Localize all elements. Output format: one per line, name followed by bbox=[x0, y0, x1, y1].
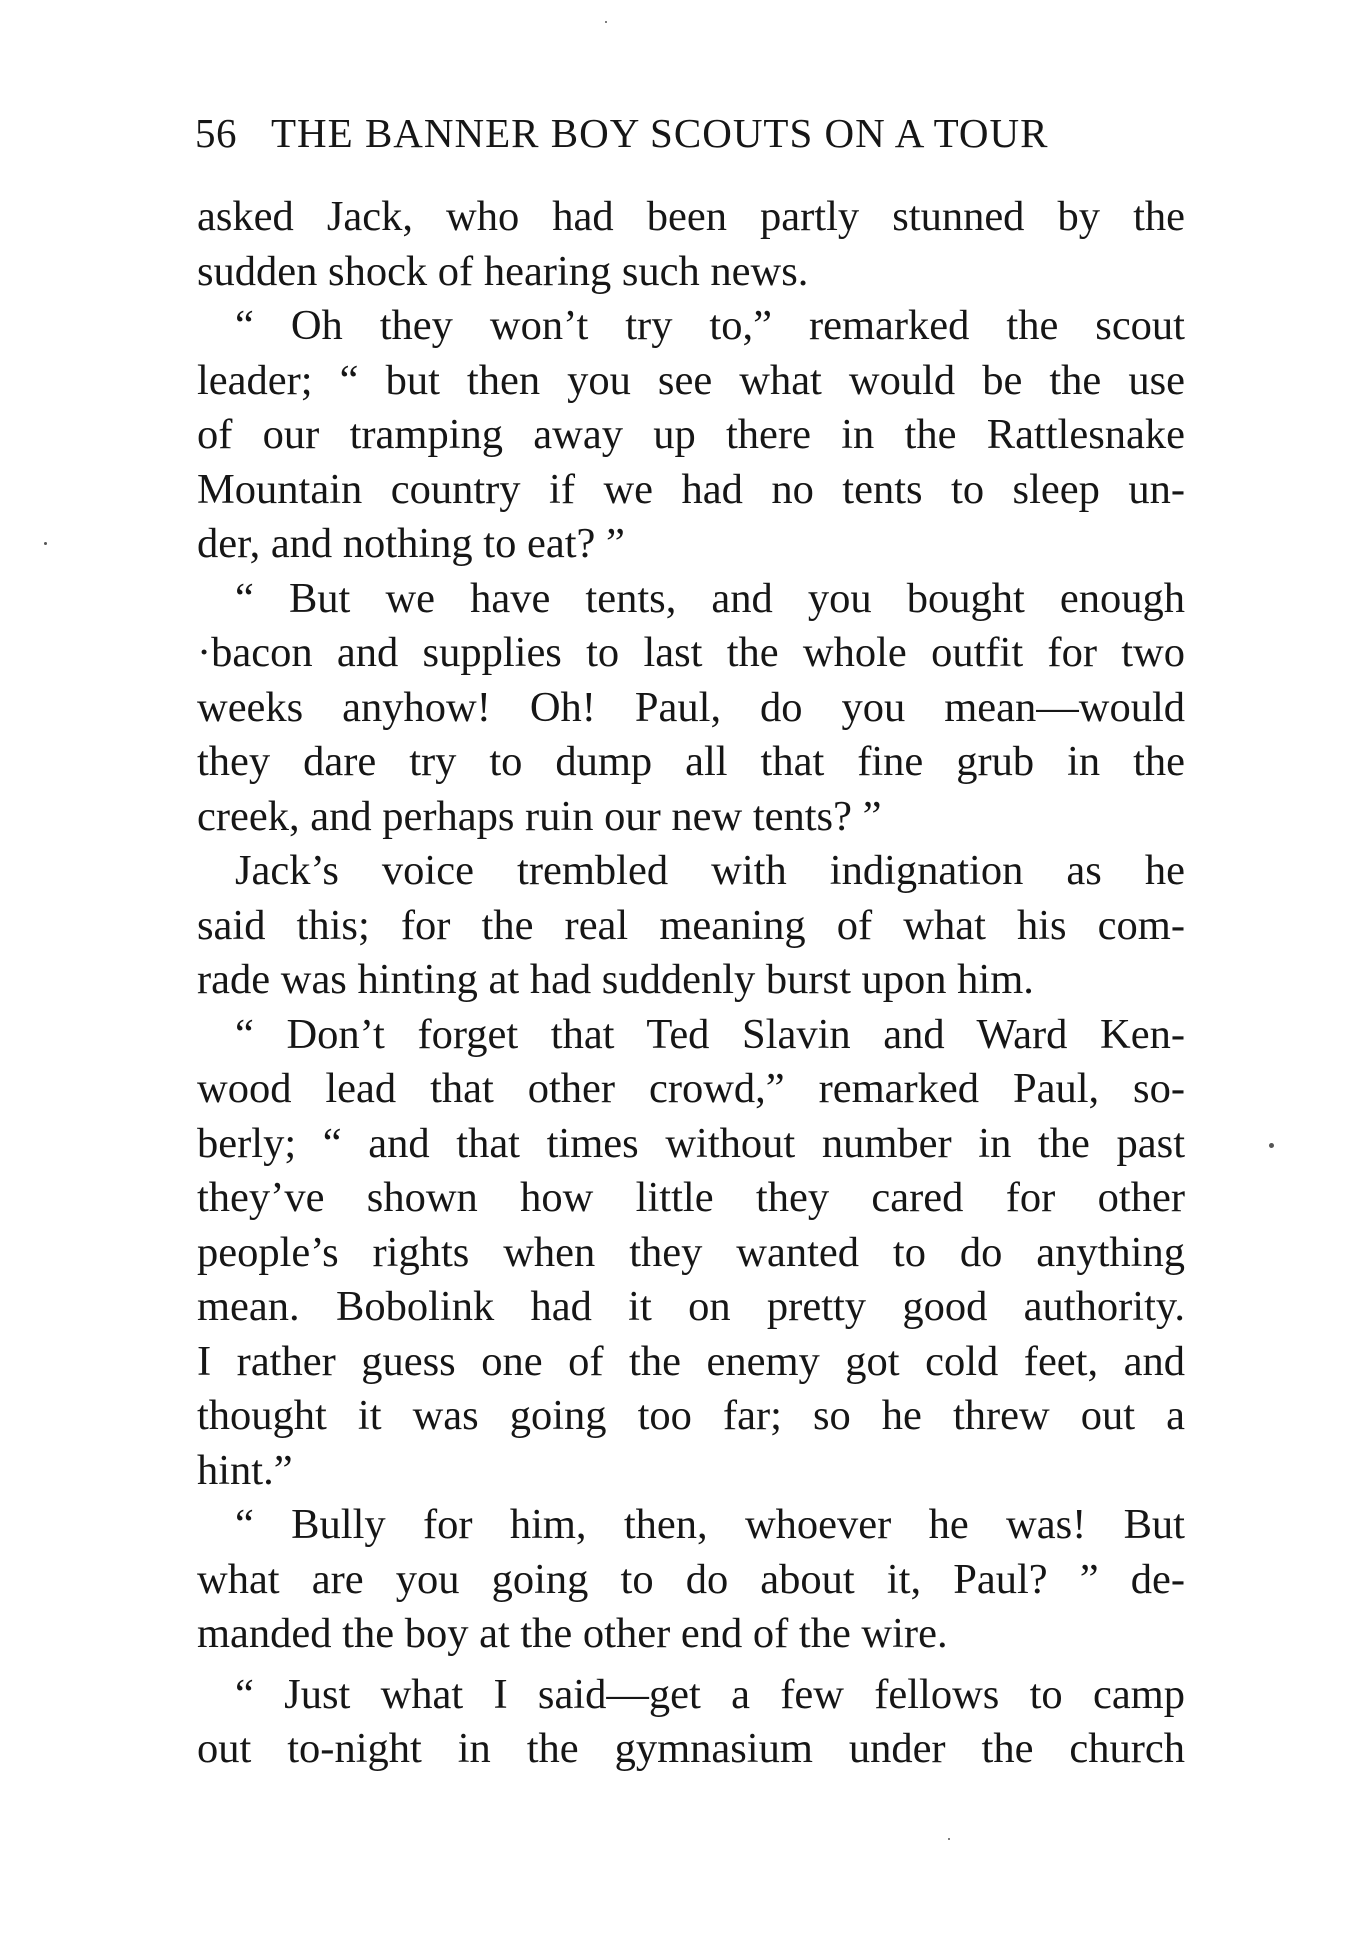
text-line: they’ve shown how little they cared for other bbox=[197, 1174, 1185, 1221]
text-line: what are you going to do about it, Paul? ” de- bbox=[197, 1555, 1185, 1603]
text-line: Mountain country if we had no tents to sleep un- bbox=[197, 465, 1185, 513]
text-line: manded the boy at the other end of the wire. bbox=[197, 1610, 948, 1657]
text-line: they dare try to dump all that fine grub in the bbox=[197, 738, 1185, 785]
text-line: thought it was going too far; so he threw out a bbox=[197, 1392, 1185, 1439]
text-line: “ But we have tents, and you bought enough bbox=[235, 574, 1185, 622]
text-line: “ Just what I said—get a few fellows to camp bbox=[235, 1670, 1185, 1718]
text-line: I rather guess one of the enemy got cold feet, and bbox=[197, 1337, 1185, 1385]
scan-speck bbox=[44, 542, 47, 545]
book-title: THE BANNER BOY SCOUTS ON A TOUR bbox=[271, 110, 1049, 156]
text-line: “ Oh they won’t try to,” remarked the scout bbox=[235, 302, 1185, 349]
text-line: hint.” bbox=[197, 1446, 293, 1494]
text-line: said this; for the real meaning of what his com- bbox=[197, 901, 1185, 949]
text-line: asked Jack, who had been partly stunned by the bbox=[197, 193, 1185, 240]
text-line: weeks anyhow! Oh! Paul, do you mean—would bbox=[197, 683, 1185, 731]
text-line: leader; “ but then you see what would be the use bbox=[197, 356, 1185, 404]
text-line: “ Bully for him, then, whoever he was! But bbox=[235, 1501, 1185, 1548]
text-line: creek, and perhaps ruin our new tents? ” bbox=[197, 792, 882, 840]
body-text bbox=[197, 190, 1185, 1777]
text-line: people’s rights when they wanted to do anything bbox=[197, 1228, 1185, 1276]
scan-speck bbox=[1269, 1143, 1274, 1148]
scan-speck bbox=[605, 21, 607, 23]
text-line: berly; “ and that times without number in the past bbox=[197, 1119, 1185, 1167]
text-line: wood lead that other crowd,” remarked Paul, so- bbox=[197, 1065, 1185, 1112]
running-head bbox=[195, 103, 1195, 163]
text-line: out to-night in the gymnasium under the church bbox=[197, 1725, 1185, 1772]
text-line: of our tramping away up there in the Rattlesnake bbox=[197, 411, 1185, 458]
text-line: “ Don’t forget that Ted Slavin and Ward Ken- bbox=[235, 1010, 1185, 1058]
text-line: Jack’s voice trembled with indignation as he bbox=[235, 847, 1185, 894]
scan-speck bbox=[948, 1838, 950, 1840]
text-line: der, and nothing to eat? ” bbox=[197, 520, 625, 567]
text-line: mean. Bobolink had it on pretty good authority. bbox=[197, 1283, 1185, 1330]
text-line: rade was hinting at had suddenly burst upon him. bbox=[197, 956, 1034, 1003]
text-line: ·bacon and supplies to last the whole outfit for two bbox=[197, 629, 1185, 676]
text-line: sudden shock of hearing such news. bbox=[197, 247, 809, 295]
page-number: 56 bbox=[195, 110, 237, 156]
